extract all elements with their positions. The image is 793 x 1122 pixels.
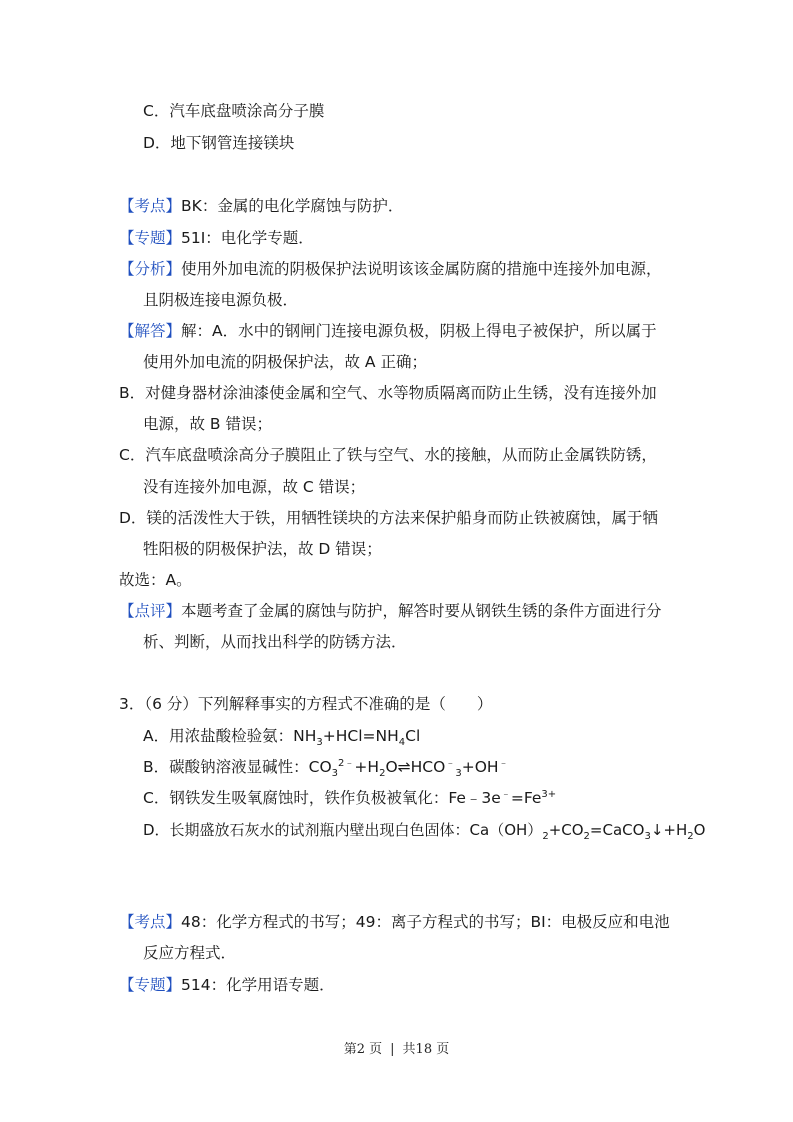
explain-d-line-2 [143,539,382,559]
explain-c-line-2 [143,477,365,497]
option-d-text: D．地下钢管连接镁块 [143,134,295,152]
dianping-tag: 【点评】 [119,602,182,620]
page-total: 共18 页 [402,1042,450,1057]
question-3-stem [119,694,492,714]
kaodian-line [119,196,403,216]
q3-option-b: B．碳酸钠溶液显碱性：$CO_3^{2﹣}+H_2O\rightleftharpoons HCO^﹣_3+OH^﹣$ [143,757,509,780]
q3-kaodian-line-2 [143,943,236,963]
explain-d-text-2: 牲阳极的阴极保护法，故 D 错误； [143,540,382,558]
option-c-text: C．汽车底盘喷涂高分子膜 [143,102,325,120]
q3-option-d: D．长期盛放石灰水的试剂瓶内壁出现白色固体：$Ca(OH)_2+CO_2=CaCO_3↓+H_2O$ [143,821,706,842]
explain-b-line-1 [119,383,657,403]
jieda-line-1 [119,321,657,341]
zhuanti-line [119,228,314,248]
zhuanti-text: 51I：电化学专题． [181,229,314,247]
question-3-stem-text: 3．（6 分）下列解释事实的方程式不准确的是（ ） [119,695,493,713]
explain-d-text-1: D．镁的活泼性大于铁，用牺牲镁块的方法来保护船身而防止铁被腐蚀，属于牺 [119,509,658,527]
fenxi-tag: 【分析】 [119,260,182,278]
kaodian-tag: 【考点】 [119,197,182,215]
q3-kaodian-tag: 【考点】 [119,913,182,931]
page-footer [0,1038,793,1057]
dianping-text-2: 析、判断，从而找出科学的防锈方法． [143,633,407,651]
explain-b-text-1: B．对健身器材涂油漆使金属和空气、水等物质隔离而防止生锈，没有连接外加 [119,384,657,402]
q3-zhuanti-text: 514：化学用语专题． [181,976,335,994]
explain-c-line-1 [119,445,657,465]
q3-kaodian-text-2: 反应方程式． [143,944,237,962]
explain-c-text-1: C．汽车底盘喷涂高分子膜阻止了铁与空气、水的接触，从而防止金属铁防锈， [119,446,657,464]
option-d-line [143,133,294,153]
explain-d-line-1 [119,508,658,528]
option-c-line [143,101,324,121]
dianping-text-1: 本题考查了金属的腐蚀与防护，解答时要从钢铁生锈的条件方面进行分 [181,602,662,620]
jieda-line-2 [143,352,427,372]
page-number: 第2 页 [343,1042,383,1057]
dianping-line-1 [119,601,662,621]
q3-zhuanti-tag: 【专题】 [119,976,182,994]
jieda-text-2: 使用外加电流的阴极保护法，故 A 正确； [143,353,427,371]
fenxi-line-2 [143,290,298,310]
jieda-text-1: 解：A．水中的钢闸门连接电源负极，阴极上得电子被保护，所以属于 [181,322,657,340]
q3-option-a: A．用浓盐酸检验氨：$NH_3+HCl=NH_4Cl$ [143,727,421,749]
fenxi-text-1: 使用外加电流的阴极保护法说明该该金属防腐的措施中连接外加电源， [181,260,662,278]
answer-text: 故选：A。 [119,571,192,589]
fenxi-line-1 [119,259,662,279]
kaodian-text: BK：金属的电化学腐蚀与防护． [181,197,404,215]
q3-option-c: C．钢铁发生吸氧腐蚀时，铁作负极被氧化：$Fe﹣3e^﹣=Fe^{3+}$ [143,788,557,807]
q3-kaodian-line-1 [119,912,670,932]
explain-b-text-2: 电源，故 B 错误； [143,415,272,433]
q3-zhuanti-line [119,975,335,995]
explain-c-text-2: 没有连接外加电源，故 C 错误； [143,478,366,496]
answer-line [119,570,192,590]
footer-separator: | [390,1042,395,1057]
zhuanti-tag: 【专题】 [119,229,182,247]
q3-kaodian-text-1: 48：化学方程式的书写；49：离子方程式的书写；BI：电极反应和电池 [181,913,670,931]
dianping-line-2 [143,632,407,652]
fenxi-text-2: 且阴极连接电源负极． [143,291,299,309]
jieda-tag: 【解答】 [119,322,182,340]
explain-b-line-2 [143,414,272,434]
